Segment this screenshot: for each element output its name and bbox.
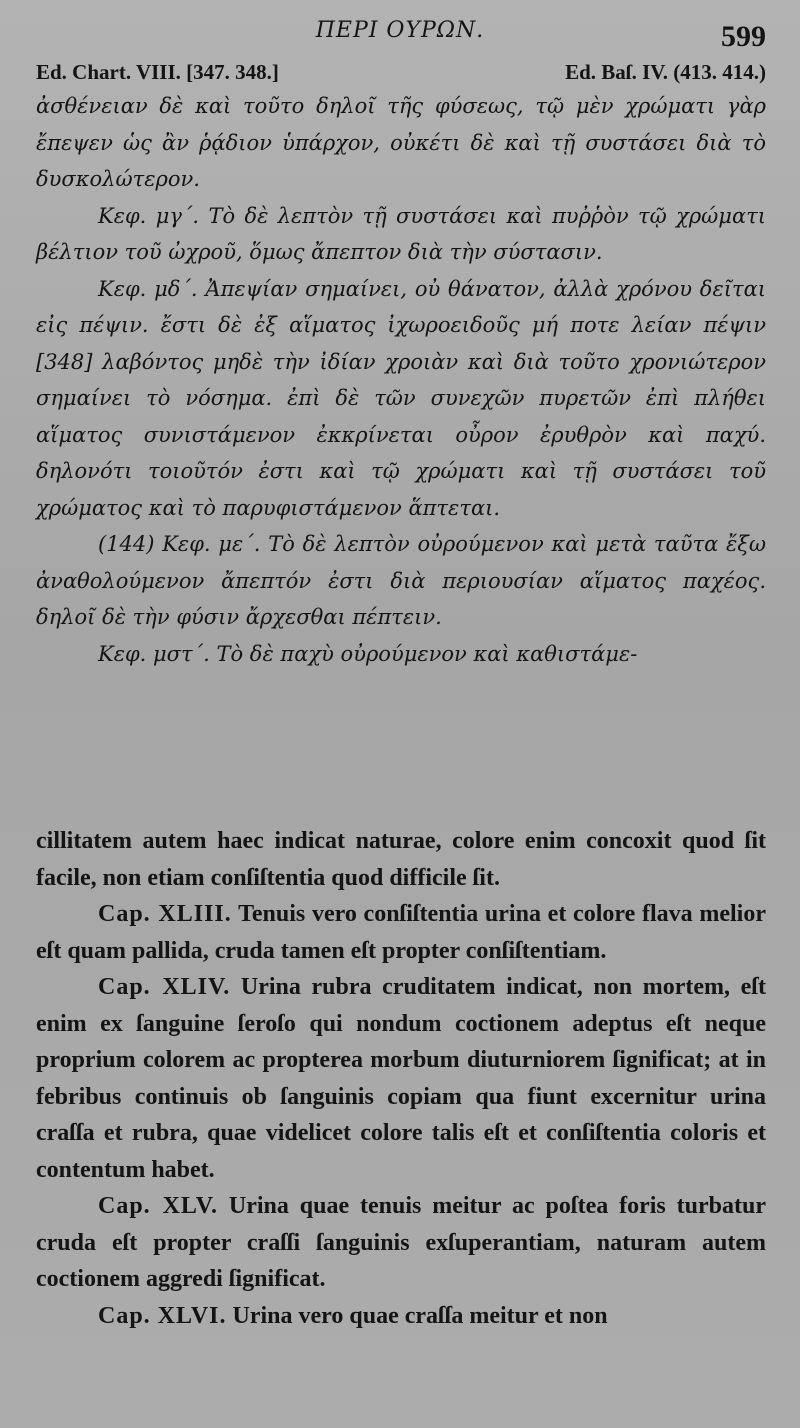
greek-chapter-43 xyxy=(36,198,766,271)
latin-text: Urina rubra cruditatem indicat, non mortem, eſt enim ex ſanguine ſeroſo qui nondum coctionem adeptus eſt neque proprium colorem ac propterea morbum diuturniorem ſignificat; at in febribus continuis ob ſanguinis copiam qua fiunt excernitur urina craſſa et rubra, quae videlicet colore talis eſt et conſiſtentia coloris et contentum habet. xyxy=(36,974,766,1183)
greek-chapter-44 xyxy=(36,271,766,527)
chapter-heading: Κεφ. με΄. xyxy=(162,532,261,556)
greek-chapter-45 xyxy=(36,526,766,636)
edition-references xyxy=(36,60,766,90)
latin-chapter-46 xyxy=(36,1298,766,1335)
latin-text-block xyxy=(36,823,766,1334)
greek-text: Ἀπεψίαν σημαίνει, οὐ θάνατον, ἀλλὰ χρόνου δεῖται εἰς πέψιν. ἔστι δὲ ἐξ αἵματος ἰχωροειδοῦς μή ποτε λείαν πέψιν [348] λαβόντος μηδὲ τὴν ἰδίαν χροιὰν καὶ διὰ τοῦτο χρονιώτερον σημαίνει τὸ νόσημα. ἐπὶ δὲ τῶν συνεχῶν πυρετῶν ἐπὶ πλήθει αἵματος συνιστάμενον ἐκκρίνεται οὖρον ἐρυθρὸν καὶ παχύ. δηλονότι τοιοῦτόν ἐστι καὶ τῷ χρώματι καὶ τῇ συστάσει τοῦ χρώματος καὶ τὸ παρυφιστάμενον ἅπτεται. xyxy=(36,276,766,520)
latin-text: Urina quae tenuis meitur ac poſtea foris turbatur cruda eſt propter craſſi ſanguinis exſuperantiam, naturam autem coctionem aggredi ſignificat. xyxy=(36,1193,766,1292)
latin-chapter-43 xyxy=(36,896,766,969)
chapter-heading: Κεφ. μστ΄. xyxy=(98,641,210,666)
latin-text: Urina vero quae craſſa meitur et non xyxy=(232,1302,608,1329)
greek-chapter-46 xyxy=(36,636,766,673)
greek-text: ἀσθένειαν δὲ καὶ τοῦτο δηλοῖ τῆς φύσεως, τῷ μὲν χρώματι γὰρ ἔπεψεν ὡς ἂν ῥᾴδιον ὑπάρχον, οὐκέτι δὲ καὶ τῇ συστάσει διὰ τὸ δυσκολώτερον. xyxy=(36,94,766,191)
latin-text: cillitatem autem haec indicat naturae, colore enim concoxit quod ſit facile, non etiam conſiſtentia quod difficile ſit. xyxy=(36,828,766,891)
greek-text: Τὸ δὲ λεπτὸν τῇ συστάσει καὶ πυῤῥὸν τῷ χρώματι βέλτιον τοῦ ὠχροῦ, ὅμως ἄπεπτον διὰ τὴν σύστασιν. xyxy=(36,203,766,264)
latin-text: Tenuis vero conſiſtentia urina et colore flava melior eſt quam pallida, cruda tamen eſt propter conſiſtentiam. xyxy=(36,901,766,964)
chapter-heading: Cap. XLVI. xyxy=(98,1302,227,1329)
edition-basel-ref: Ed. Baſ. IV. (413. 414.) xyxy=(565,60,766,84)
latin-chapter-45 xyxy=(36,1188,766,1298)
greek-text: Τὸ δὲ παχὺ οὐρούμενον καὶ καθιστάμε- xyxy=(216,641,638,666)
running-title: ΠΕΡΙ ΟΥΡΩΝ. xyxy=(315,18,485,43)
greek-text-block xyxy=(36,88,766,672)
greek-text: Τὸ δὲ λεπτὸν οὐρούμενον καὶ μετὰ ταῦτα ἔξω ἀναθολούμενον ἄπεπτόν ἐστι διὰ περιουσίαν αἵματος παχέος. δηλοῖ δὲ τὴν φύσιν ἄρχεσθαι πέπτειν. xyxy=(36,532,766,629)
greek-paragraph xyxy=(36,88,766,198)
chapter-heading: Cap. XLIII. xyxy=(98,901,232,927)
margin-page-ref: (144) xyxy=(98,532,155,556)
chapter-heading: Cap. XLV. xyxy=(98,1193,218,1219)
chapter-heading: Κεφ. μδ΄. xyxy=(98,276,198,301)
chapter-heading: Cap. XLIV. xyxy=(98,974,231,1000)
edition-chart-ref: Ed. Chart. VIII. [347. 348.] xyxy=(36,60,279,84)
latin-chapter-44 xyxy=(36,969,766,1188)
chapter-heading: Κεφ. μγ΄. xyxy=(98,203,200,228)
page-number: 599 xyxy=(721,20,766,53)
latin-paragraph xyxy=(36,823,766,896)
